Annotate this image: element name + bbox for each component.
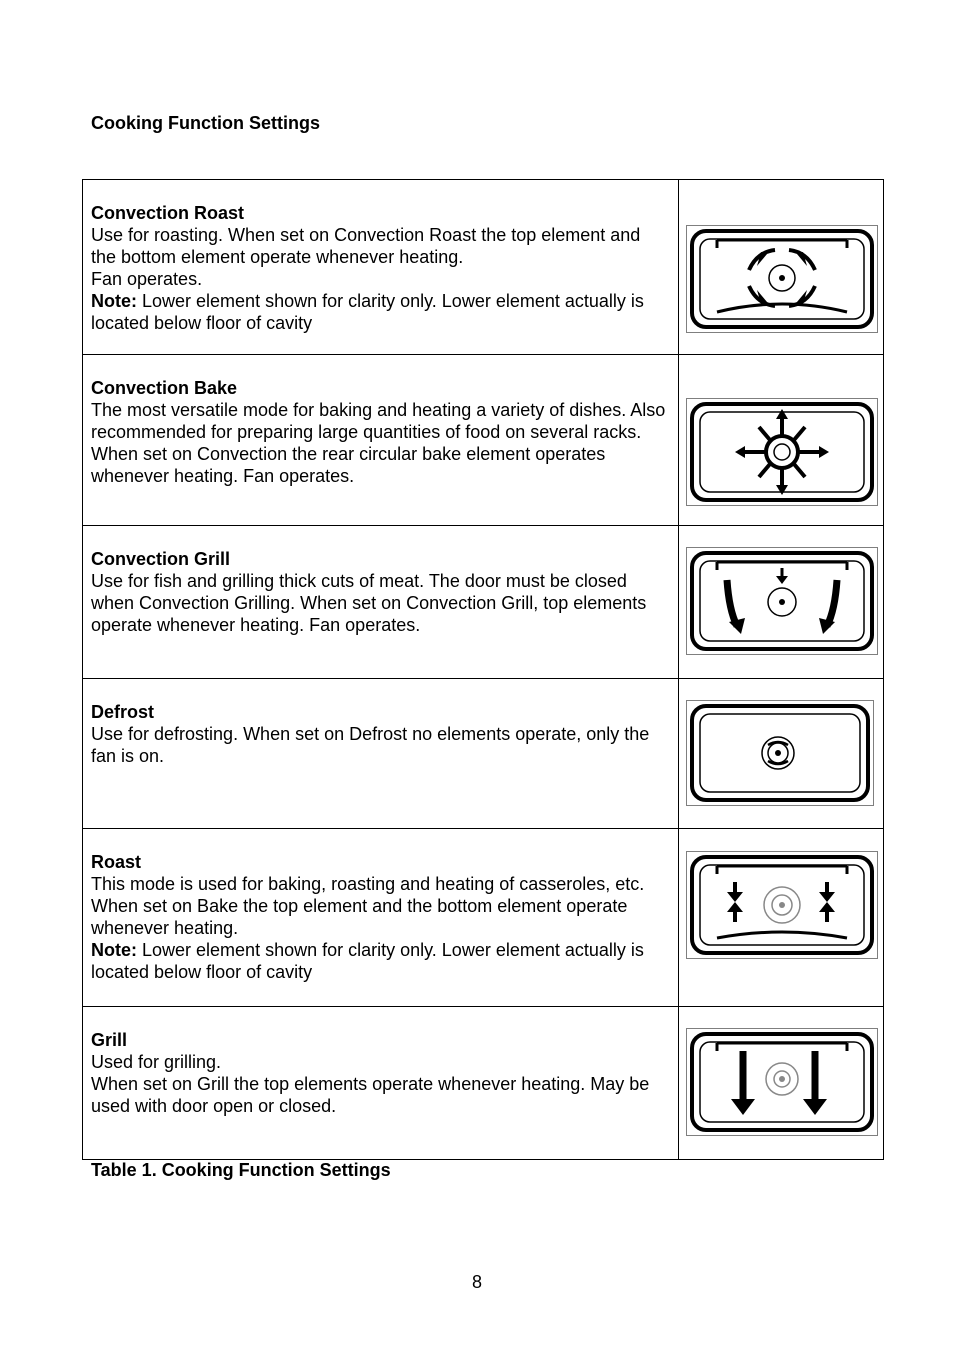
function-note [91,939,668,983]
function-description [83,1007,679,1160]
function-illustration-cell [679,355,884,526]
function-illustration-cell [679,1007,884,1160]
function-text: When set on Grill the top elements operate whenever heating. May be used with door open or closed. [91,1074,650,1116]
function-title: Convection Bake [91,378,238,398]
table-row [83,1007,884,1160]
table-row [83,829,884,1007]
function-text: This mode is used for baking, roasting and heating of casseroles, etc. When set on Bake the top element and the bottom element operate whenever heating. [91,874,645,938]
function-illustration-cell [679,829,884,1007]
note-label: Note: [91,291,137,311]
function-text: Use for defrosting. When set on Defrost no elements operate, only the fan is on. [91,724,650,766]
function-illustration-cell [679,526,884,679]
function-description [83,180,679,355]
function-description [83,526,679,679]
function-description [83,679,679,829]
grill-oven-icon [686,1028,878,1136]
page-heading: Cooking Function Settings [91,113,320,133]
function-note [91,290,668,334]
table-row [83,679,884,829]
function-title: Defrost [91,702,155,722]
convection-bake-oven-icon [686,398,878,506]
function-illustration-cell [679,180,884,355]
note-label: Note: [91,940,137,960]
note-text: Lower element shown for clarity only. Lower element actually is located below floor of cavity [91,940,644,982]
function-illustration-cell [679,679,884,829]
defrost-oven-icon [686,700,874,806]
convection-roast-oven-icon [686,225,878,333]
function-description [83,355,679,526]
table-row [83,526,884,679]
convection-grill-oven-icon [686,547,878,655]
function-text: Use for fish and grilling thick cuts of meat. The door must be closed when Convection Grilling. When set on Convection Grill, top elements operate whenever heating. Fan operates. [91,571,647,635]
function-description [83,829,679,1007]
function-title: Convection Roast [91,203,245,223]
function-title: Roast [91,852,142,872]
function-text: The most versatile mode for baking and heating a variety of dishes. Also recommended for preparing large quantities of food on several racks. When set on Convection the rear circular bake element operates whenever heating. Fan operates. [91,400,666,486]
note-text: Lower element shown for clarity only. Lower element actually is located below floor of cavity [91,291,644,333]
function-text: Used for grilling. [91,1052,222,1072]
table-row [83,180,884,355]
page-number: 8 [471,1272,482,1292]
roast-oven-icon [686,851,878,959]
table-row [83,355,884,526]
function-text: Fan operates. [91,269,203,289]
function-title: Grill [91,1030,128,1050]
function-text: Use for roasting. When set on Convection Roast the top element and the bottom element operate whenever heating. [91,225,641,267]
table-caption: Table 1. Cooking Function Settings [91,1160,391,1180]
function-title: Convection Grill [91,549,231,569]
cooking-function-table [82,179,884,1160]
